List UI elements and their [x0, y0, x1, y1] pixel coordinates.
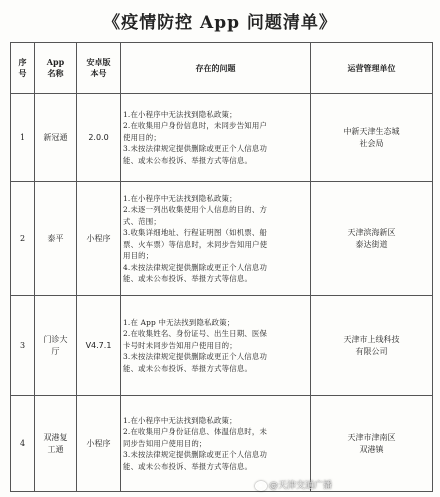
cell-version: 2.0.0 [77, 94, 121, 182]
cell-version: 小程序 [77, 182, 121, 296]
cell-app-name: 泰平 [35, 182, 77, 296]
header-seq: 序 号 [11, 43, 35, 94]
cell-seq: 3 [11, 296, 35, 396]
table-row [11, 94, 433, 182]
header-operator: 运营管理单位 [311, 43, 433, 94]
weibo-icon [255, 481, 267, 491]
issue-table [10, 42, 433, 492]
table-row [11, 296, 433, 396]
header-android-version: 安卓版 本号 [77, 43, 121, 94]
cell-seq: 2 [11, 182, 35, 296]
cell-issues: 1.在小程序中无法找到隐私政策； 2.在收集用户身份证信息、体温信息时，未 同步告知用户使用目的； 3.未按法律规定提供删除或更正个人信息功 能、或未公布投诉、举报方式等信息。 [121, 396, 311, 492]
cell-app-name: 双港复 工通 [35, 396, 77, 492]
cell-operator: 天津市上线科技 有限公司 [311, 296, 433, 396]
weibo-watermark [255, 478, 332, 491]
document-title: 《疫情防控 App 问题清单》 [103, 13, 337, 33]
cell-operator: 天津市津南区 双港镇 [311, 396, 433, 492]
watermark-text: @天津交通广播 [269, 481, 333, 491]
cell-seq: 4 [11, 396, 35, 492]
table-row [11, 396, 433, 492]
cell-operator: 天津滨海新区 泰达街道 [311, 182, 433, 296]
header-app-name: App 名称 [35, 43, 77, 94]
cell-app-name: 门诊大 厅 [35, 296, 77, 396]
cell-version: V4.7.1 [77, 296, 121, 396]
cell-app-name: 新冠通 [35, 94, 77, 182]
cell-issues: 1.在小程序中无法找到隐私政策； 2.在收集用户身份信息时，未同步告知用户 使用目的； 3.未按法律规定提供删除或更正个人信息功 能、或未公布投诉、举报方式等信息。 [121, 94, 311, 182]
cell-issues: 1.在 App 中无法找到隐私政策； 2.在收集姓名、身份证号、出生日期、医保 卡号时未同步告知用户使用目的； 3.未按法律规定提供删除或更正个人信息功 能、或未公布投诉、举报方式等信息。 [121, 296, 311, 396]
cell-version: 小程序 [77, 396, 121, 492]
table-row [11, 182, 433, 296]
cell-seq: 1 [11, 94, 35, 182]
cell-operator: 中新天津生态城 社会局 [311, 94, 433, 182]
table-header-row [11, 43, 433, 94]
cell-issues: 1.在小程序中无法找到隐私政策； 2.未逐一列出收集使用个人信息的目的、方 式、范围； 3.收集详细地址、行程证明图（如机票、船 票、火车票）等信息时，未同步告知用户使 用目的； 4.未按法律规定提供删除或更正个人信息功 能、或未公布投诉、举报方式等信息。 [121, 182, 311, 296]
header-issues: 存在的问题 [121, 43, 311, 94]
